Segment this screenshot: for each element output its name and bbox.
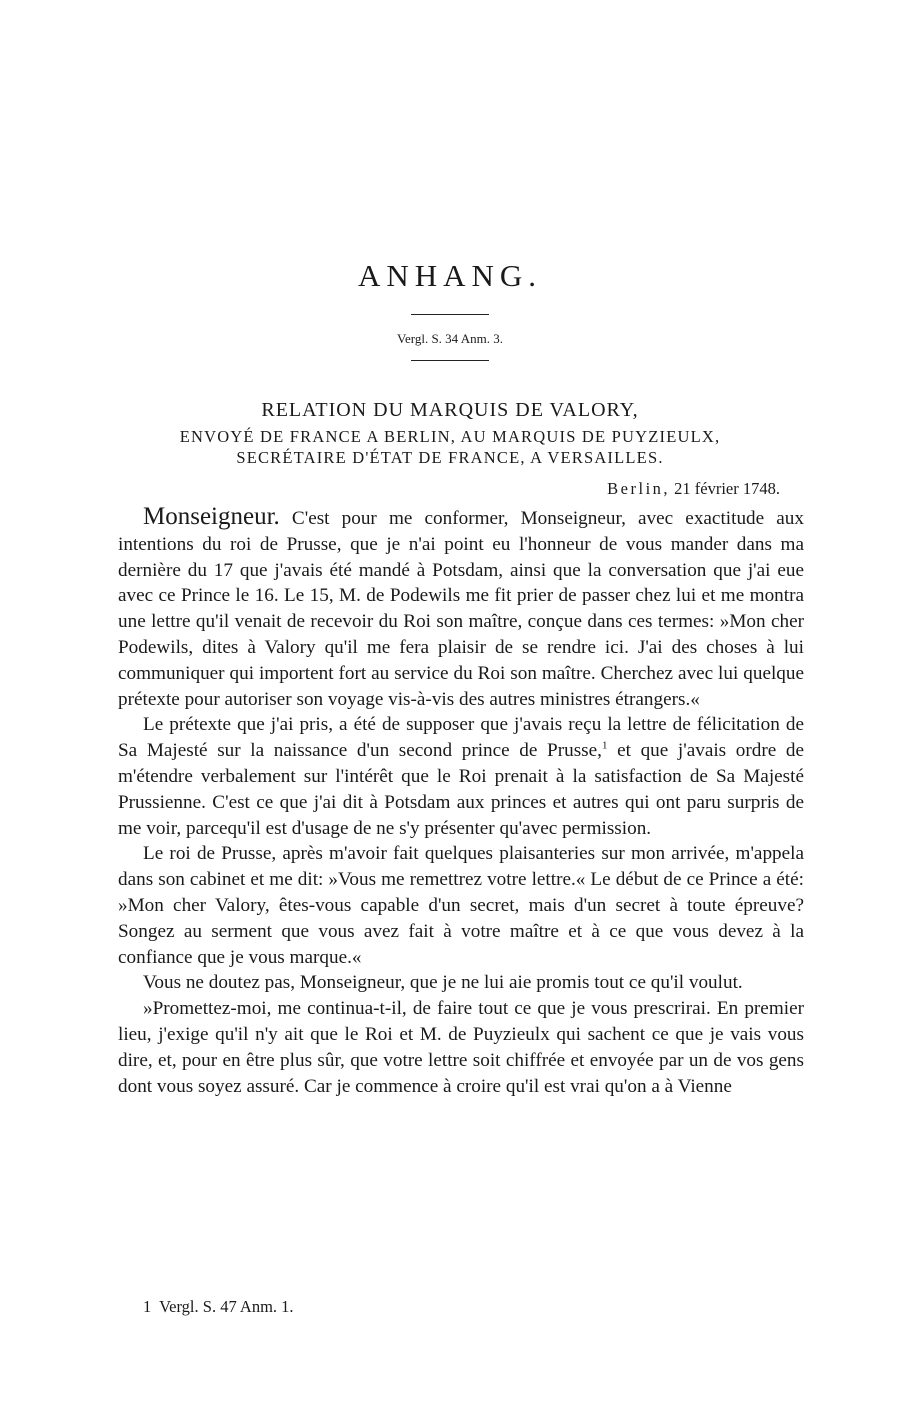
paragraph-1 — [118, 504, 804, 712]
salutation: Monseigneur. — [143, 503, 280, 530]
top-rule — [411, 314, 489, 315]
paragraph-2 — [118, 712, 804, 841]
document-subtitle-line-1: ENVOYÉ DE FRANCE A BERLIN, AU MARQUIS DE PUYZIEULX, — [179, 427, 721, 446]
dateline-date: 21 février 1748. — [674, 479, 780, 498]
paragraph-1-text: C'est pour me conformer, Monseigneur, avec exactitude aux intentions du roi de Prusse, que je n'ai point eu l'honneur de vous mander dans ma dernière du 17 que j'avais été mandé à Potsdam, ainsi que la conversation que j'ai eue avec ce Prince le 16. Le 15, M. de Podewils me fit prier de passer chez lui et me montra une lettre qu'il venait de recevoir du Roi son maître, conçue dans ces termes: »Mon cher Podewils, dites à Valory qu'il me fera plaisir de se rendre ici. J'ai des choses à lui communiquer qui importent fort au service du Roi son maître. Cherchez avec lui quelque prétexte pour autoriser son voyage vis-à-vis des autres ministres étrangers.« — [118, 508, 804, 710]
section-heading: ANHANG. — [357, 258, 543, 293]
footnote — [143, 1296, 294, 1318]
document-subtitle-line-2: SECRÉTAIRE D'ÉTAT DE FRANCE, A VERSAILLES. — [236, 448, 664, 467]
footnote-text: Vergl. S. 47 Anm. 1. — [159, 1297, 294, 1316]
document-title: RELATION DU MARQUIS DE VALORY, — [261, 399, 639, 421]
footnote-marker: 1 — [601, 739, 608, 752]
bottom-rule — [411, 360, 489, 361]
dateline — [607, 478, 780, 500]
letter-body — [118, 504, 804, 1099]
paragraph-2-text-a: Le prétexte que j'ai pris, a été de supposer que j'avais reçu la lettre de félicitation de Sa Majesté sur la naissance d'un second prince de Prusse, — [118, 714, 804, 762]
cross-reference: Vergl. S. 34 Anm. 3. — [397, 331, 503, 346]
dateline-place: Berlin, — [607, 479, 671, 498]
paragraph-2-text-b: et que j'avais ordre de m'étendre verbalement sur l'intérêt que le Roi prenait à la satisfaction de Sa Majesté Prussienne. C'est ce que j'ai dit à Potsdam aux princes et autres qui ont paru surpris de me voir, parcequ'il est d'usage de ne s'y présenter qu'avec permission. — [118, 740, 804, 839]
paragraph-4: Vous ne doutez pas, Monseigneur, que je ne lui aie promis tout ce qu'il voulut. — [143, 972, 743, 994]
footnote-number: 1 — [143, 1297, 152, 1316]
paragraph-5: »Promettez-moi, me continua-t-il, de faire tout ce que je vous prescrirai. En premier lieu, j'exige qu'il n'y ait que le Roi et M. de Puyzieulx qui sachent ce que je vais vous dire, et, pour en être plus sûr, que votre lettre soit chiffrée et envoyée par un de vos gens dont vous soyez assuré. Car je commence à croire qu'il est vrai qu'on a à Vienne — [118, 998, 804, 1097]
paragraph-3: Le roi de Prusse, après m'avoir fait quelques plaisanteries sur mon arrivée, m'appela dans son cabinet et me dit: »Vous me remettrez votre lettre.« Le début de ce Prince a été: »Mon cher Valory, êtes-vous capable d'un secret, mais d'un secret à toute épreuve? Songez au serment que vous avez fait à votre maître et à ce que vous devez à la confiance que je vous marque.« — [118, 843, 804, 968]
